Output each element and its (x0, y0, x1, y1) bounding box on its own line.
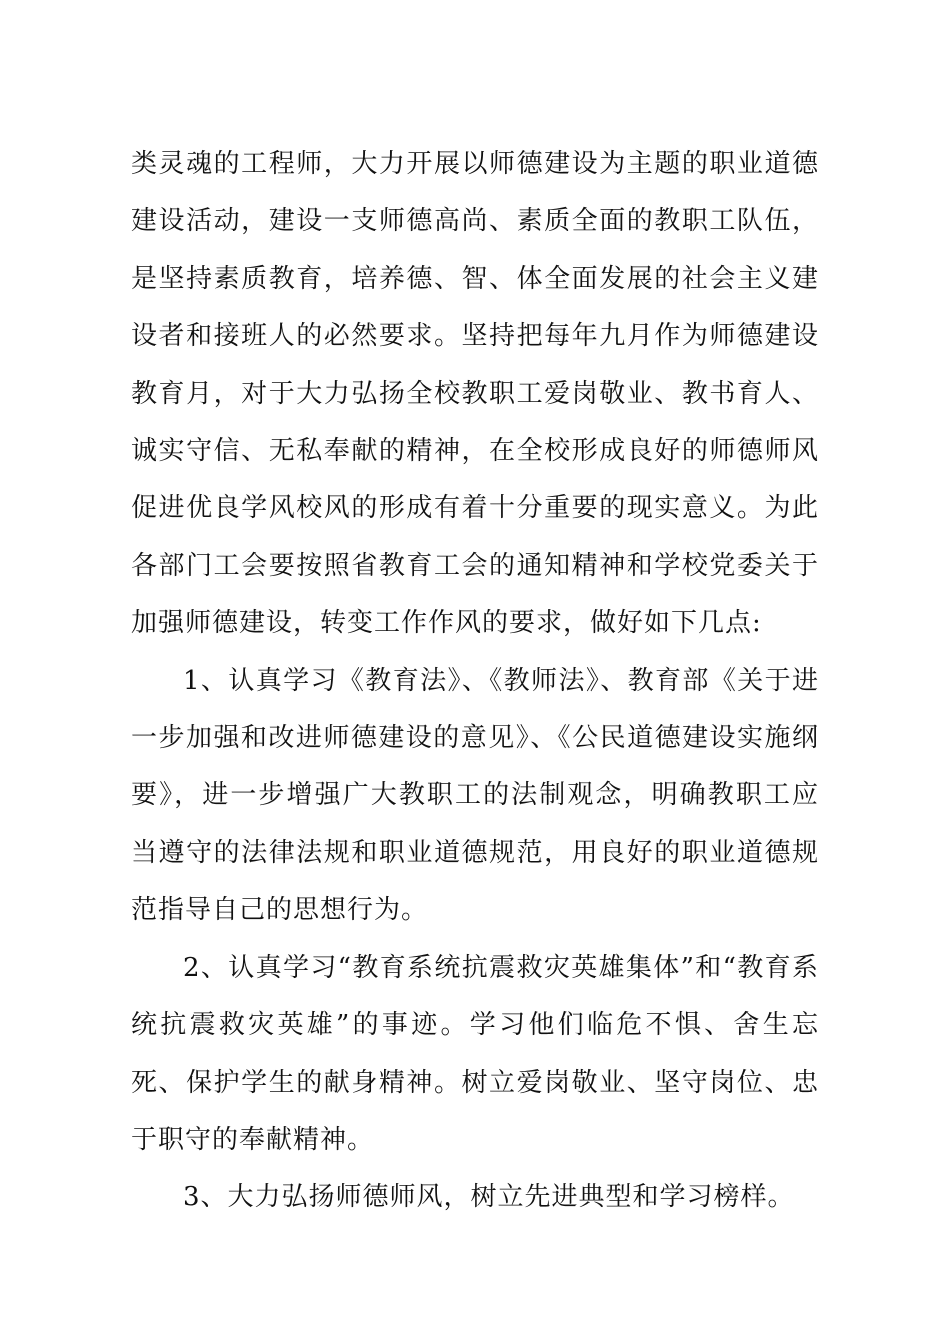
paragraph-item-1: 1、认真学习《教育法》、《教师法》、教育部《关于进一步加强和改进师德建设的意见》、《公民道德建设实施纲要》，进一步增强广大教职工的法制观念，明确教职工应当遵守的法律法规和职业道德规范，用良好的职业道德规范指导自己的思想行为。 (131, 665, 819, 926)
document-body (131, 136, 819, 1227)
paragraph-item-2: 2、认真学习“教育系统抗震救灾英雄集体”和“教育系统抗震救灾英雄”的事迹。学习他们临危不惧、舍生忘死、保护学生的献身精神。树立爱岗敬业、坚守岗位、忠于职守的奉献精神。 (131, 952, 819, 1155)
paragraph-intro: 类灵魂的工程师，大力开展以师德建设为主题的职业道德建设活动，建设一支师德高尚、素质全面的教职工队伍，是坚持素质教育，培养德、智、体全面发展的社会主义建设者和接班人的必然要求。坚持把每年九月作为师德建设教育月，对于大力弘扬全校教职工爱岗敬业、教书育人、诚实守信、无私奉献的精神，在全校形成良好的师德师风促进优良学风校风的形成有着十分重要的现实意义。为此各部门工会要按照省教育工会的通知精神和学校党委关于加强师德建设，转变工作作风的要求，做好如下几点: (131, 149, 819, 639)
paragraph-item-3: 3、大力弘扬师德师风，树立先进典型和学习榜样。 (183, 1182, 795, 1213)
